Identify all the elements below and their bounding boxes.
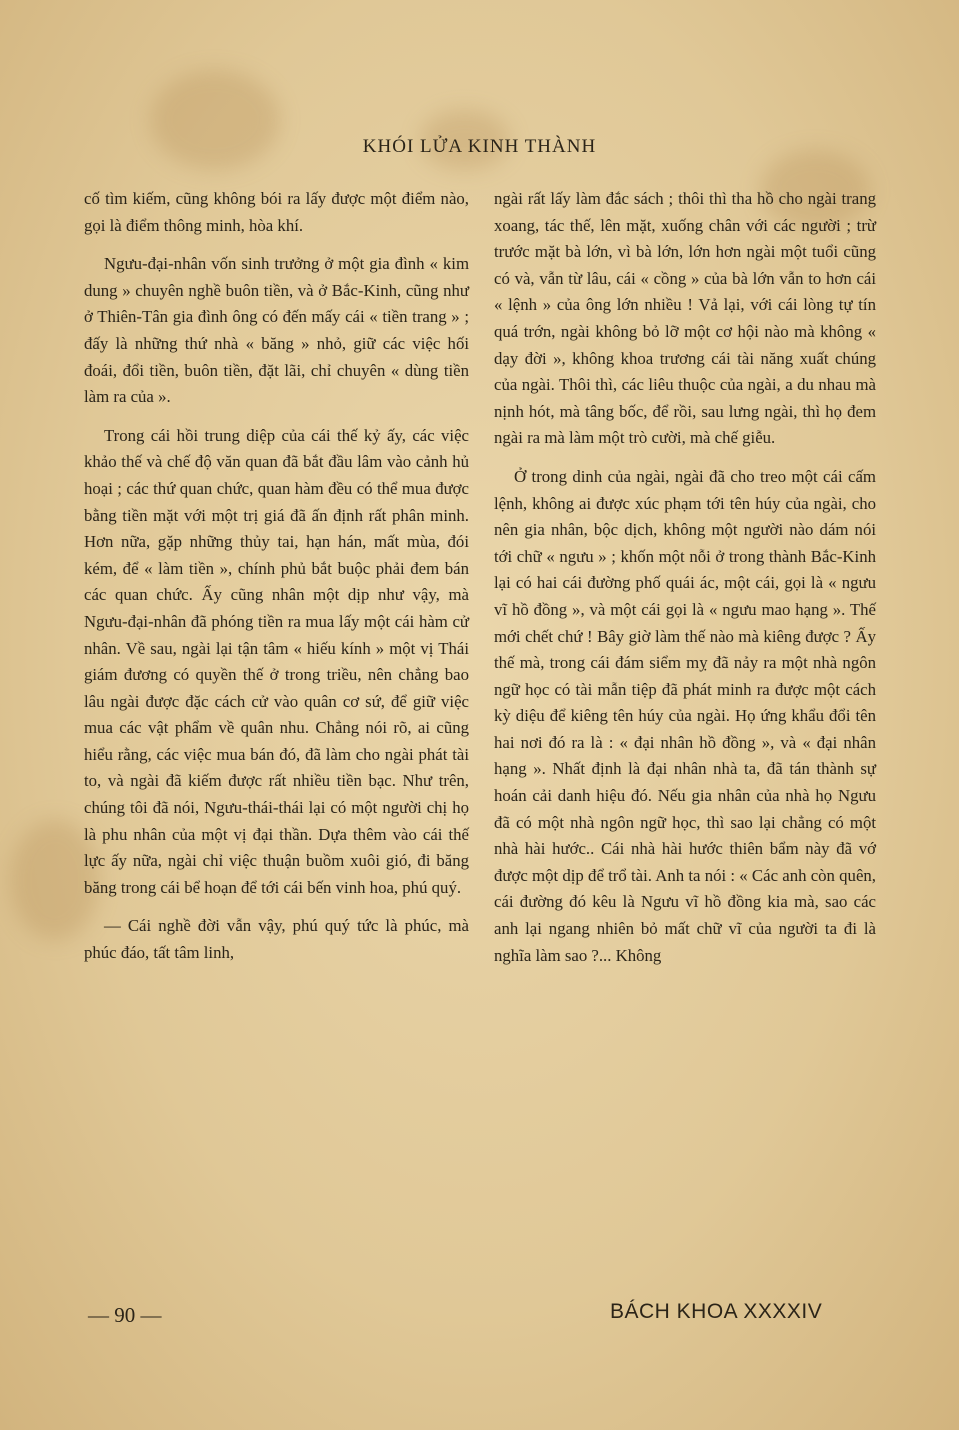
paragraph: cố tìm kiếm, cũng không bói ra lấy được một điểm nào, gọi là điểm thông minh, hòa khí. (84, 189, 469, 235)
magazine-issue: BÁCH KHOA XXXXIV (610, 1300, 823, 1323)
running-title: KHÓI LỬA KINH THÀNH (362, 136, 597, 157)
paragraph: — Cái nghề đời vẫn vậy, phú quý tức là phúc, mà phúc đáo, tất tâm linh, (84, 916, 469, 963)
left-column (84, 186, 469, 1276)
paragraph: ngài rất lấy làm đắc sách ; thôi thì tha hồ cho ngài trang xoang, tác thế, lên mặt, xuống chân với các người ; trừ trước mặt bà lớn, vì bà lớn, lớn hơn ngài một tuổi cũng có và, vẫn từ lâu, cái « cồng » của bà lớn vẫn to hơn cái « lệnh » của ông lớn nhiều ! Vả lại, với cái lòng tự tín quá trớn, ngài không bỏ lỡ một cơ hội nào mà không « dạy đời », không khoa trương cái tài năng xuất chúng của ngài. Thôi thì, các liêu thuộc của ngài, a du nhau mà nịnh hót, mà tâng bốc, để rồi, sau lưng ngài, thì họ đem ngài ra mà làm một trò cười, mà chế giễu. (494, 189, 876, 448)
paragraph: Ngưu-đại-nhân vốn sinh trưởng ở một gia đình « kim dung » chuyên nghề buôn tiền, và ở Bắc-Kinh, cũng như ở Thiên-Tân gia đình ông có đến mấy cái « tiền trang » ; đấy là những thứ nhà « băng » nhỏ, giữ các việc hối đoái, đổi tiền, buôn tiền, đặt lãi, chỉ chuyên « dùng tiền làm ra của ». (84, 254, 469, 407)
paragraph: Trong cái hồi trung diệp của cái thế kỷ ấy, các việc khảo thế và chế độ văn quan đã bắt đầu lâm vào cảnh hủ hoại ; các thứ quan chức, quan hàm đều có thể mua được bằng tiền mặt với một trị giá đã ấn định rất phân minh. Hơn nữa, gặp những thủy tai, hạn hán, mất mùa, đói kém, để « làm tiền », chính phủ bắt buộc phải đem bán các quan chức. Ấy cũng nhân một dịp như vậy, mà Ngưu-đại-nhân đã phóng tiền ra mua lấy một cái hàm cử nhân. Về sau, ngài lại tận tâm « hiếu kính » một vị Thái giám đương có quyền thế ở trong triều, nên chẳng bao lâu ngài được đặc cách cử vào quân cơ sứ, để giữ việc mua các vật phẩm về quân nhu. Chẳng nói rõ, ai cũng hiểu rằng, các việc mua bán đó, đã làm cho ngài phát tài to, và ngài đã kiếm được rất nhiều tiền bạc. Như trên, chúng tôi đã nói, Ngưu-thái-thái lại có một người chị họ là phu nhân của một vị đại thần. Dựa thêm vào cái thế lực ấy nữa, ngài chỉ việc thuận buồm xuôi gió, đi băng băng trong cái bể hoạn để tới cái bến vinh hoa, phú quý. (84, 425, 469, 897)
right-column (494, 186, 876, 1276)
page-number: — 90 — (88, 1303, 162, 1327)
paragraph: Ở trong dinh của ngài, ngài đã cho treo một cái cấm lệnh, không ai được xúc phạm tới tên húy của ngài, cho nên gia nhân, bộc dịch, không một người nào dám nói tới chữ « ngưu » ; khốn một nỗi ở trong thành Bắc-Kinh lại có hai cái đường phố quái ác, một cái, gọi là « ngưu vĩ hồ đồng », và một cái gọi là « ngưu mao hạng ». Thế mới chết chứ ! Bây giờ làm thế nào mà kiêng được ? Ấy thế mà, trong cái đám siểm mỵ đã nảy ra một nhà ngôn ngữ học có tài mẫn tiệp đã phát minh ra được một cách kỳ diệu để kiêng tên húy của ngài. Họ ứng khẩu đổi tên hai nơi đó ra là : « đại nhân hồ đồng », và « đại nhân hạng ». Nhất định là đại nhân nhà ta, đã tán thành sự hoán cải danh hiệu đó. Nếu gia nhân của nhà họ Ngưu đã có một nhà ngôn ngữ học, thì sao lại chẳng có một nhà hài hước.. Cái nhà hài hước thiên bẩm này đã vớ được một dịp để trổ tài. Anh ta nói : « Các anh còn quên, cái đường đó kêu là Ngưu vĩ hồ đồng kia mà, sao các anh lại ngang nhiên bỏ mất chữ vĩ của người ta đi là nghĩa làm sao ?... Không (494, 466, 876, 965)
